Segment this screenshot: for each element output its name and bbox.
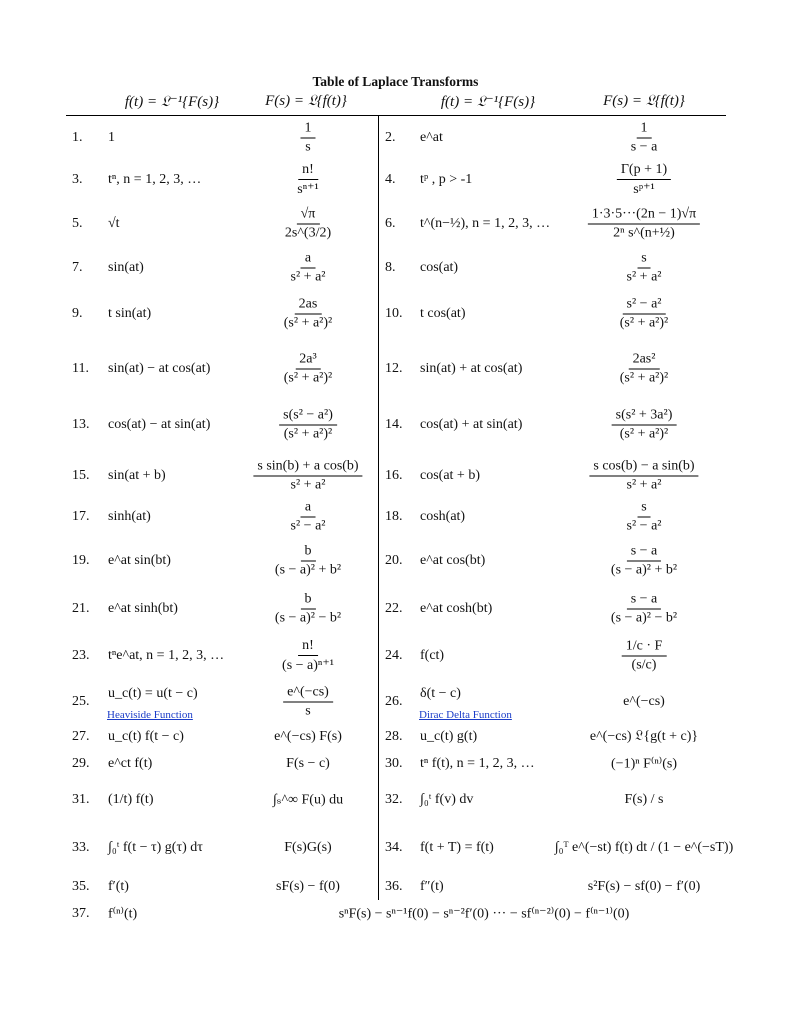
numerator: b [300, 592, 315, 610]
denominator: s² − a² [626, 518, 662, 534]
entry-number: 11. [72, 361, 89, 376]
laplace-transform [279, 408, 337, 443]
laplace-transform [622, 639, 667, 674]
numerator: Γ(p + 1) [617, 162, 671, 180]
numerator: n! [298, 638, 318, 656]
denominator: (s² + a²)² [283, 426, 333, 442]
denominator: (s − a)² + b² [274, 562, 342, 578]
laplace-transform [278, 638, 338, 674]
denominator: (s² + a²)² [619, 370, 669, 386]
time-function: tⁿ, n = 1, 2, 3, … [108, 172, 202, 187]
time-function: e^at cos(bt) [420, 553, 486, 568]
laplace-transform [253, 459, 362, 494]
entry-number: 36. [385, 879, 403, 894]
numerator: a [301, 500, 315, 518]
numerator: s − a [627, 592, 662, 610]
denominator: 2ⁿ s^(n+½) [613, 225, 675, 241]
laplace-transform [588, 207, 700, 242]
numerator: 1 [637, 121, 652, 139]
dirac-delta-function-link[interactable]: Dirac Delta Function [419, 709, 512, 721]
time-function: f(t + T) = f(t) [420, 840, 494, 855]
laplace-transform [607, 592, 681, 627]
laplace-transform [280, 352, 336, 387]
numerator: s [637, 251, 650, 269]
denominator: s − a [630, 139, 658, 155]
denominator: (s − a)² − b² [610, 610, 678, 626]
entry-number: 9. [72, 306, 83, 321]
entry-number: 15. [72, 468, 90, 483]
entry-number: 21. [72, 601, 90, 616]
entry-number: 35. [72, 879, 90, 894]
time-function: e^at [420, 130, 443, 145]
laplace-transform: F(s)G(s) [284, 840, 332, 855]
time-function: t^(n−½), n = 1, 2, 3, … [420, 216, 551, 231]
entry-number: 2. [385, 130, 396, 145]
entry-number: 19. [72, 553, 90, 568]
time-function: tᵖ , p > -1 [420, 172, 473, 187]
denominator: (s² + a²)² [283, 315, 333, 331]
laplace-transform: e^(−cs) [623, 694, 665, 709]
time-function: cos(at) + at sin(at) [420, 417, 523, 432]
denominator: s² − a² [290, 518, 326, 534]
time-function: cos(at) − at sin(at) [108, 417, 211, 432]
denominator: (s − a)² + b² [610, 562, 678, 578]
entry-number: 17. [72, 509, 90, 524]
laplace-transform [627, 121, 662, 156]
time-function: e^at sin(bt) [108, 553, 171, 568]
denominator: sⁿ⁺¹ [297, 182, 319, 197]
laplace-transform [301, 121, 316, 156]
denominator: s² + a² [290, 269, 326, 285]
laplace-transform [287, 500, 330, 535]
laplace-transform: s²F(s) − sf(0) − f′(0) [587, 879, 701, 894]
laplace-transform: e^(−cs) 𝔏{g(t + c)} [589, 729, 699, 744]
denominator: (s² + a²)² [619, 426, 669, 442]
time-function: t cos(at) [420, 306, 466, 321]
time-function: tⁿe^at, n = 1, 2, 3, … [108, 648, 225, 663]
laplace-transform: e^(−cs) F(s) [274, 729, 342, 744]
entry-number: 6. [385, 216, 396, 231]
laplace-transform: (−1)ⁿ F⁽ⁿ⁾(s) [611, 756, 677, 772]
entry-number: 29. [72, 756, 90, 771]
entry-number: 26. [385, 694, 403, 709]
numerator: n! [298, 162, 318, 180]
laplace-transform [293, 162, 322, 198]
numerator: s(s² − a²) [279, 408, 337, 426]
time-function: sin(at) − at cos(at) [108, 361, 211, 376]
header-fs-right: F(s) = 𝔏{f(t)} [603, 93, 685, 109]
entry-number: 1. [72, 130, 83, 145]
laplace-transform [271, 544, 345, 579]
time-function: u_c(t) g(t) [420, 729, 478, 744]
denominator: sᵖ⁺¹ [633, 182, 655, 197]
laplace-transform [623, 251, 666, 286]
laplace-transform: sⁿF(s) − sⁿ⁻¹f(0) − sⁿ⁻²f′(0) ··· − sf⁽ⁿ⁻²⁾(0) − f⁽ⁿ⁻¹⁾(0) [338, 906, 630, 922]
time-function: ∫₀ᵗ f(t − τ) g(τ) dτ [108, 840, 203, 855]
numerator: s [637, 500, 650, 518]
header-rule [66, 115, 726, 116]
time-function: e^at cosh(bt) [420, 601, 493, 616]
heaviside-function-link[interactable]: Heaviside Function [107, 709, 193, 721]
laplace-transform [271, 592, 345, 627]
entry-number: 28. [385, 729, 403, 744]
entry-number: 20. [385, 553, 403, 568]
entry-number: 37. [72, 906, 90, 921]
entry-number: 32. [385, 792, 403, 807]
numerator: 1/c · F [622, 639, 667, 657]
time-function: f′(t) [108, 879, 129, 894]
entry-number: 22. [385, 601, 403, 616]
laplace-transform [617, 162, 671, 198]
numerator: e^(−cs) [283, 685, 333, 703]
denominator: (s − a)ⁿ⁺¹ [282, 658, 334, 673]
entry-number: 24. [385, 648, 403, 663]
numerator: 2a³ [295, 352, 320, 370]
header-ft-right: f(t) = 𝔏⁻¹{F(s)} [440, 94, 536, 110]
numerator: 1 [301, 121, 316, 139]
entry-number: 14. [385, 417, 403, 432]
numerator: s cos(b) − a sin(b) [589, 459, 698, 477]
time-function: u_c(t) = u(t − c) [108, 686, 198, 701]
entry-number: 25. [72, 694, 90, 709]
numerator: a [301, 251, 315, 269]
time-function: sin(at) [108, 260, 144, 275]
denominator: s² + a² [290, 477, 326, 493]
laplace-transform: F(s) / s [624, 792, 664, 807]
page-title: Table of Laplace Transforms [312, 74, 479, 89]
denominator: s [305, 139, 311, 155]
entry-number: 12. [385, 361, 403, 376]
time-function: sin(at) + at cos(at) [420, 361, 523, 376]
entry-number: 10. [385, 306, 403, 321]
denominator: (s² + a²)² [283, 370, 333, 386]
time-function: cos(at + b) [420, 468, 480, 483]
time-function: (1/t) f(t) [108, 792, 154, 807]
denominator: 2s^(3/2) [284, 225, 332, 241]
laplace-transform: ∫ₛ^∞ F(u) du [272, 792, 344, 808]
time-function: t sin(at) [108, 306, 152, 321]
laplace-transform [612, 408, 677, 443]
laplace-transform [616, 352, 672, 387]
laplace-transform: sF(s) − f(0) [276, 879, 340, 894]
numerator: √π [297, 207, 320, 225]
numerator: s(s² + 3a²) [612, 408, 677, 426]
time-function: cosh(at) [420, 509, 466, 524]
entry-number: 27. [72, 729, 90, 744]
denominator: (s/c) [631, 657, 657, 673]
entry-number: 18. [385, 509, 403, 524]
denominator: (s² + a²)² [619, 315, 669, 331]
time-function: δ(t − c) [420, 686, 461, 701]
denominator: s² + a² [626, 477, 662, 493]
numerator: s − a [627, 544, 662, 562]
laplace-transform [623, 500, 666, 535]
numerator: s sin(b) + a cos(b) [253, 459, 362, 477]
denominator: (s − a)² − b² [274, 610, 342, 626]
numerator: b [300, 544, 315, 562]
laplace-transform [280, 297, 336, 332]
time-function: sinh(at) [108, 509, 151, 524]
time-function: sin(at + b) [108, 468, 166, 483]
time-function: f(ct) [420, 648, 445, 663]
time-function: e^ct f(t) [108, 756, 153, 771]
entry-number: 5. [72, 216, 83, 231]
entry-number: 8. [385, 260, 396, 275]
laplace-transform: ∫₀ᵀ e^(−st) f(t) dt / (1 − e^(−sT)) [554, 840, 734, 855]
laplace-transform [283, 685, 333, 720]
entry-number: 30. [385, 756, 403, 771]
entry-number: 31. [72, 792, 90, 807]
entry-number: 13. [72, 417, 90, 432]
laplace-transform [281, 207, 335, 242]
time-function: cos(at) [420, 260, 459, 275]
time-function: ∫₀ᵗ f(v) dv [420, 792, 474, 807]
denominator: s [305, 703, 311, 719]
numerator: 2as [295, 297, 322, 315]
time-function: f⁽ⁿ⁾(t) [108, 906, 138, 922]
time-function: f″(t) [420, 879, 444, 894]
entry-number: 33. [72, 840, 90, 855]
column-divider [378, 115, 379, 900]
entry-number: 23. [72, 648, 90, 663]
laplace-transform [287, 251, 330, 286]
laplace-transform [616, 297, 672, 332]
time-function: u_c(t) f(t − c) [108, 729, 184, 744]
header-ft-left: f(t) = 𝔏⁻¹{F(s)} [124, 94, 220, 110]
entry-number: 4. [385, 172, 396, 187]
laplace-transform [589, 459, 698, 494]
numerator: s² − a² [623, 297, 666, 315]
laplace-transform [607, 544, 681, 579]
time-function: e^at sinh(bt) [108, 601, 178, 616]
entry-number: 3. [72, 172, 83, 187]
numerator: 2as² [629, 352, 660, 370]
denominator: s² + a² [626, 269, 662, 285]
time-function: 1 [108, 130, 115, 145]
entry-number: 7. [72, 260, 83, 275]
laplace-transform: F(s − c) [286, 756, 330, 771]
entry-number: 34. [385, 840, 403, 855]
entry-number: 16. [385, 468, 403, 483]
time-function: √t [108, 216, 120, 231]
header-fs-left: F(s) = 𝔏{f(t)} [265, 93, 347, 109]
time-function: tⁿ f(t), n = 1, 2, 3, … [420, 756, 535, 771]
numerator: 1·3·5···(2n − 1)√π [588, 207, 700, 225]
